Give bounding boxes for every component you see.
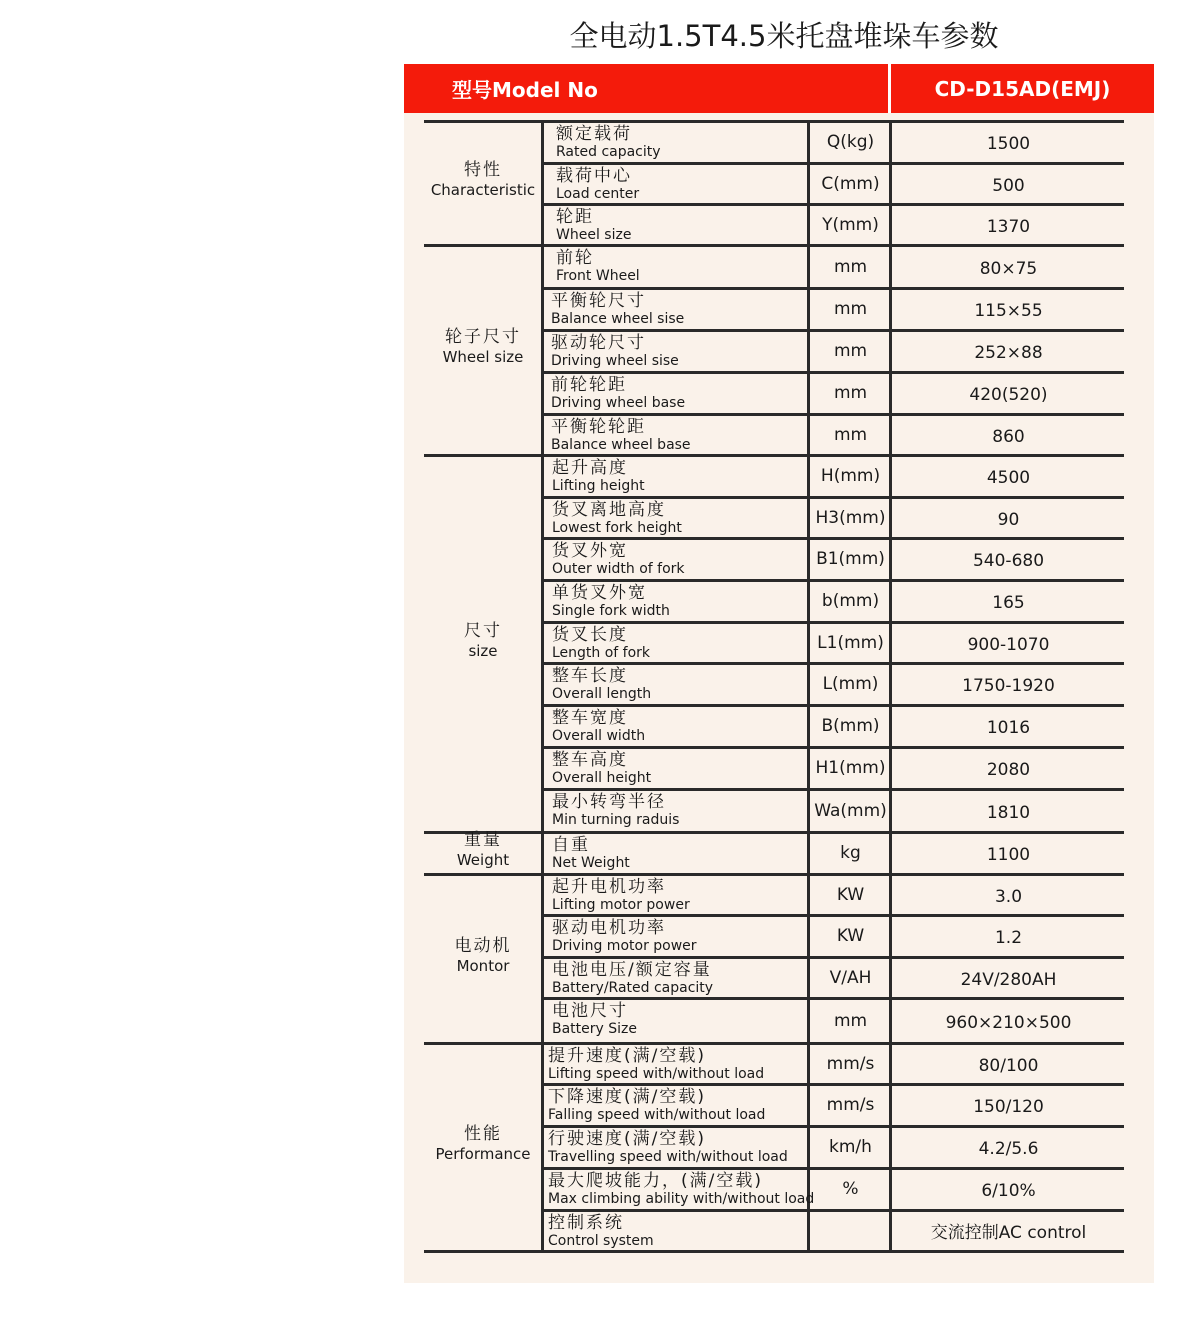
spec-value: 115×55 — [974, 301, 1043, 321]
spec-item — [552, 793, 814, 831]
spec-name-zh: 轮距 — [556, 207, 594, 227]
spec-item — [552, 626, 814, 662]
spec-value: 420(520) — [969, 385, 1048, 405]
spec-name-zh: 电池电压/额定容量 — [552, 960, 712, 980]
spec-name-en: Max climbing ability with/without load — [548, 1191, 815, 1207]
spec-value: 6/10% — [981, 1181, 1036, 1201]
spec-value: 1810 — [986, 803, 1031, 823]
spec-value: 1370 — [986, 217, 1031, 237]
spec-name-en: Overall length — [552, 686, 652, 702]
spec-unit: L(mm) — [822, 674, 879, 694]
spec-value: 3.0 — [994, 887, 1023, 907]
spec-value: 4.2/5.6 — [978, 1139, 1039, 1159]
spec-name-en: Lifting height — [552, 478, 645, 494]
spec-value: 1500 — [986, 134, 1031, 154]
spec-item — [552, 667, 814, 704]
spec-unit: km/h — [829, 1137, 872, 1157]
spec-name-en: Single fork width — [552, 603, 670, 619]
spec-name-zh: 单货叉外宽 — [552, 583, 647, 603]
spec-name-zh: 控制系统 — [548, 1213, 624, 1233]
spec-name-zh: 平衡轮轮距 — [551, 417, 646, 437]
spec-name-en: Falling speed with/without load — [548, 1107, 766, 1123]
spec-value: 252×88 — [974, 343, 1043, 363]
spec-unit: H1(mm) — [815, 758, 886, 778]
spec-value: 165 — [992, 593, 1025, 613]
spec-value: 1750-1920 — [962, 676, 1055, 696]
spec-value: 500 — [992, 176, 1025, 196]
spec-name-zh: 货叉外宽 — [552, 541, 628, 561]
spec-name-en: Overall width — [552, 728, 646, 744]
spec-item — [556, 249, 818, 287]
spec-name-en: Battery/Rated capacity — [552, 980, 714, 996]
spec-value: 80×75 — [979, 259, 1038, 279]
row-divider — [424, 1250, 1124, 1253]
group-label-zh: 轮子尺寸 — [445, 327, 521, 347]
spec-value: 4500 — [986, 468, 1031, 488]
spec-unit: C(mm) — [821, 174, 880, 194]
spec-value: 1.2 — [994, 928, 1023, 948]
spec-unit: mm — [833, 341, 868, 361]
spec-name-zh: 最小转弯半径 — [552, 792, 666, 812]
spec-item — [551, 376, 813, 413]
model-no-value: CD-D15AD(EMJ) — [934, 77, 1111, 101]
group-label-en: size — [468, 641, 498, 660]
spec-unit: H(mm) — [820, 466, 881, 486]
group-label — [424, 327, 542, 371]
spec-name-en: Balance wheel base — [551, 437, 691, 453]
spec-unit: b(mm) — [821, 591, 880, 611]
spec-value: 交流控制AC control — [930, 1223, 1087, 1243]
spec-name-zh: 前轮 — [556, 248, 594, 268]
spec-name-en: Driving wheel sise — [551, 353, 679, 369]
spec-unit: H3(mm) — [815, 508, 886, 528]
spec-item — [552, 709, 814, 746]
spec-unit — [811, 1212, 890, 1250]
group-label-zh: 性能 — [464, 1124, 502, 1144]
spec-item — [548, 1214, 810, 1250]
spec-name-en: Net Weight — [552, 855, 630, 871]
spec-name-en: Wheel size — [556, 227, 632, 243]
spec-name-en: Control system — [548, 1233, 654, 1249]
spec-unit: L1(mm) — [817, 633, 884, 653]
spec-item — [552, 961, 814, 997]
group-label-en: Montor — [456, 956, 510, 975]
spec-item — [556, 208, 818, 244]
spec-name-en: Overall height — [552, 770, 652, 786]
spec-name-zh: 整车长度 — [552, 666, 628, 686]
spec-name-zh: 行驶速度(满/空载) — [548, 1129, 706, 1149]
spec-unit: mm — [833, 257, 868, 277]
spec-item — [552, 919, 814, 956]
spec-value: 2080 — [986, 760, 1031, 780]
spec-item — [552, 878, 814, 914]
spec-name-zh: 最大爬坡能力，(满/空载) — [548, 1171, 763, 1191]
group-label — [424, 936, 542, 980]
spec-unit: B1(mm) — [816, 549, 885, 569]
spec-name-zh: 货叉长度 — [552, 625, 628, 645]
spec-name-zh: 电池尺寸 — [552, 1001, 628, 1021]
spec-item — [552, 459, 814, 496]
group-label — [424, 1124, 542, 1168]
spec-name-zh: 提升速度(满/空载) — [548, 1046, 706, 1066]
spec-item — [552, 584, 814, 621]
spec-name-en: Lifting motor power — [552, 897, 690, 913]
spec-name-en: Battery Size — [552, 1021, 638, 1037]
spec-name-en: Load center — [556, 186, 640, 202]
spec-name-en: Min turning raduis — [552, 812, 680, 828]
spec-unit: mm — [833, 425, 868, 445]
spec-value: 150/120 — [973, 1097, 1044, 1117]
spec-unit: Wa(mm) — [814, 801, 887, 821]
spec-value: 960×210×500 — [945, 1013, 1072, 1033]
table-header — [404, 64, 1154, 113]
spec-item — [548, 1088, 810, 1125]
spec-name-en: Outer width of fork — [552, 561, 685, 577]
spec-value: 900-1070 — [967, 635, 1050, 655]
spec-item — [548, 1047, 810, 1083]
spec-value: 80/100 — [978, 1056, 1039, 1076]
spec-name-zh: 整车高度 — [552, 750, 628, 770]
spec-unit: mm/s — [826, 1095, 875, 1115]
spec-unit: KW — [836, 885, 865, 905]
spec-value: 860 — [992, 427, 1025, 447]
spec-item — [552, 501, 814, 537]
spec-name-zh: 前轮轮距 — [551, 375, 627, 395]
group-label-en: Performance — [435, 1145, 531, 1163]
spec-name-en: Driving wheel base — [551, 395, 686, 411]
spec-unit: mm — [833, 299, 868, 319]
spec-name-zh: 额定载荷 — [556, 124, 632, 144]
column-divider — [541, 120, 544, 1253]
spec-name-zh: 起升电机功率 — [552, 877, 666, 897]
spec-name-en: Length of fork — [552, 645, 651, 661]
spec-name-zh: 货叉离地高度 — [552, 500, 666, 520]
spec-unit: B(mm) — [821, 716, 880, 736]
spec-name-zh: 驱动轮尺寸 — [551, 333, 646, 353]
spec-unit: % — [842, 1179, 859, 1199]
spec-value: 24V/280AH — [960, 970, 1057, 990]
spec-item — [548, 1171, 815, 1209]
group-label — [424, 160, 542, 204]
page-title: 全电动1.5T4.5米托盘堆垛车参数 — [569, 19, 999, 53]
spec-item — [552, 542, 814, 579]
spec-item — [552, 1002, 814, 1042]
group-label-zh: 特性 — [464, 160, 502, 180]
spec-value: 540-680 — [972, 551, 1045, 571]
spec-name-en: Front Wheel — [556, 268, 640, 284]
spec-name-zh: 自重 — [552, 835, 590, 855]
spec-item — [551, 292, 813, 329]
model-no-label: 型号Model No — [452, 78, 598, 102]
spec-unit: mm/s — [826, 1054, 875, 1074]
group-label-zh: 重量 — [464, 830, 502, 850]
spec-unit: V/AH — [829, 968, 872, 988]
group-label-en: Characteristic — [430, 181, 536, 199]
spec-item — [551, 334, 813, 371]
spec-name-en: Balance wheel sise — [551, 311, 685, 327]
spec-name-zh: 下降速度(满/空载) — [548, 1087, 706, 1107]
group-label — [424, 621, 542, 665]
spec-unit: KW — [836, 926, 865, 946]
spec-name-en: Lowest fork height — [552, 520, 682, 536]
spec-name-zh: 起升高度 — [552, 458, 628, 478]
spec-unit: Y(mm) — [822, 215, 879, 235]
spec-item — [552, 751, 814, 788]
group-label-zh: 电动机 — [454, 935, 512, 956]
spec-value: 1016 — [986, 718, 1031, 738]
spec-name-en: Driving motor power — [552, 938, 697, 954]
spec-item — [552, 836, 814, 873]
spec-item — [548, 1130, 810, 1167]
spec-name-zh: 平衡轮尺寸 — [551, 291, 646, 311]
spec-name-en: Rated capacity — [556, 144, 661, 160]
spec-name-en: Lifting speed with/without load — [548, 1066, 765, 1082]
spec-unit: Q(kg) — [826, 132, 875, 152]
spec-item — [556, 125, 818, 162]
spec-item — [556, 167, 818, 203]
group-label-en: Wheel size — [442, 348, 524, 366]
spec-unit: kg — [840, 843, 861, 863]
spec-name-zh: 驱动电机功率 — [552, 918, 666, 938]
spec-name-zh: 整车宽度 — [552, 708, 628, 728]
spec-unit: mm — [833, 1011, 868, 1031]
spec-value: 90 — [997, 510, 1020, 530]
spec-unit: mm — [833, 383, 868, 403]
group-label — [424, 830, 542, 874]
group-label-zh: 尺寸 — [464, 620, 502, 641]
group-label-en: Weight — [456, 851, 510, 869]
spec-item — [551, 418, 813, 454]
spec-name-en: Travelling speed with/without load — [548, 1149, 788, 1165]
spec-name-zh: 载荷中心 — [556, 166, 632, 186]
spec-value: 1100 — [986, 845, 1031, 865]
